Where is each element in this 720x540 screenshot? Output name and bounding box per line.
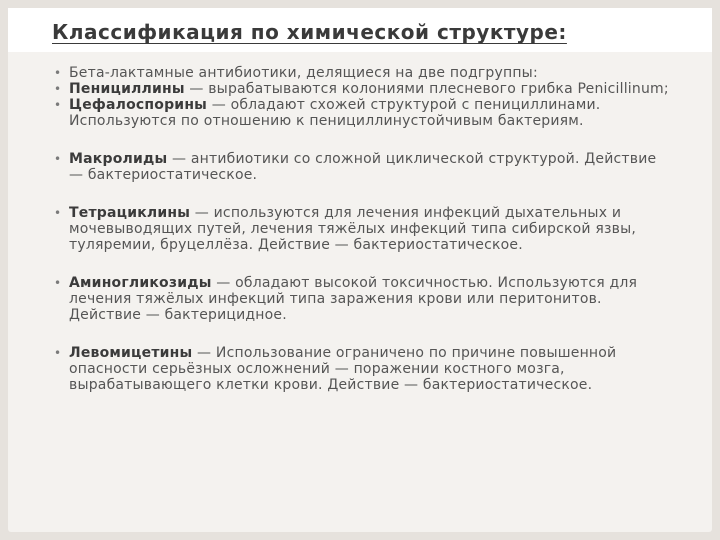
bullet-icon: • [54,152,62,166]
item-text: — обладают схожей структурой с пенициллинами. Используются по отношению к пенициллинустойчивым бактериям. [69,97,601,129]
bullet-icon: • [54,276,62,290]
item-text: — вырабатываются колониями плесневого грибка Penicillinum; [184,81,669,97]
item-text: — Использование ограничено по причине повышенной опасности серьёзных осложнений — поражении костного мозга, вырабатывающего клетки крови. Действие — бактериостатическое. [69,345,617,393]
item-term: Тетрациклины [69,205,191,221]
list-item [52,345,672,393]
item-term: Пенициллины [69,81,185,97]
bullet-icon: • [54,346,62,360]
bullet-icon: • [54,98,62,112]
list-item [52,205,672,253]
list-item [52,65,672,81]
list-item [52,97,672,129]
item-term: Цефалоспорины [69,97,208,113]
item-term: Левомицетины [69,345,193,361]
bullet-list [52,65,672,393]
slide-title: Классификация по химической структуре: [52,20,567,44]
item-term: Макролиды [69,151,168,167]
item-text: Бета-лактамные антибиотики, делящиеся на две подгруппы: [69,65,538,81]
list-item [52,275,672,323]
bullet-icon: • [54,206,62,220]
bullet-icon: • [54,82,62,96]
list-item [52,151,672,183]
bullet-icon: • [54,66,62,80]
item-text: — обладают высокой токсичностью. Используются для лечения тяжёлых инфекций типа заражения крови или перитонитов. Действие — бактерицидное. [69,275,638,323]
item-text: — используются для лечения инфекций дыхательных и мочевыводящих путей, лечения тяжёлых инфекций типа сибирской язвы, туляремии, бруцеллёза. Действие — бактериостатическое. [69,205,636,253]
list-item [52,81,672,97]
item-term: Аминогликозиды [69,275,212,291]
item-text: — антибиотики со сложной циклической структурой. Действие — бактериостатическое. [69,151,657,183]
